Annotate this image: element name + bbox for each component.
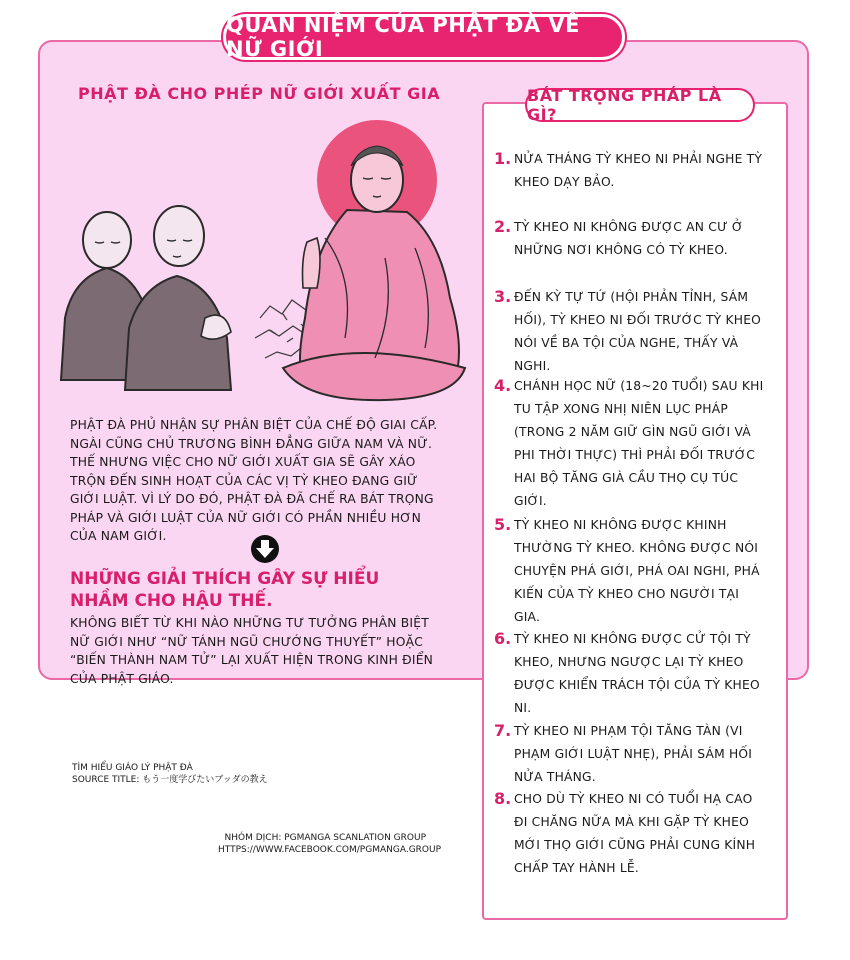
source-title-label: SOURCE TITLE: (72, 775, 140, 785)
rule-text: NỬA THÁNG TỲ KHEO NI PHẢI NGHE TỲ KHEO DẠY BẢO. (514, 152, 763, 189)
rule-item-8 (494, 788, 764, 880)
rule-item-7 (494, 720, 764, 789)
paragraph-misunderstanding: KHÔNG BIẾT TỪ KHI NÀO NHỮNG TƯ TƯỞNG PHÂN BIỆT NỮ GIỚI NHƯ “NỮ TÁNH NGŨ CHƯỚNG THUYẾT” HOẶC “BIẾN THÀNH NAM TỬ” LẠI XUẤT HIỆN TRONG KINH ĐIỂN CỦA PHẬT GIÁO. (70, 616, 434, 686)
rule-item-4 (494, 375, 764, 513)
page-title: QUAN NIỆM CỦA PHẬT ĐÀ VỀ NỮ GIỚI (223, 14, 625, 60)
rule-item-1 (494, 148, 764, 194)
rule-item-5 (494, 514, 764, 629)
rule-text: TỲ KHEO NI KHÔNG ĐƯỢC CỬ TỘI TỲ KHEO, NHƯNG NGƯỢC LẠI TỲ KHEO ĐƯỢC KHIỂN TRÁCH TỘI CỦA TỲ KHEO NI. (514, 632, 760, 715)
rule-number: 6. (494, 629, 512, 648)
series-title: TÌM HIỂU GIÁO LÝ PHẬT ĐÀ (72, 763, 193, 773)
rule-text: CHO DÙ TỲ KHEO NI CÓ TUỔI HẠ CAO ĐI CHĂNG NỮA MÀ KHI GẶP TỲ KHEO MỚI THỌ GIỚI CŨNG PHẢI CUNG KÍNH CHẤP TAY HÀNH LỄ. (514, 792, 756, 875)
rule-text: TỲ KHEO NI KHÔNG ĐƯỢC KHINH THƯỜNG TỲ KHEO. KHÔNG ĐƯỢC NÓI CHUYỆN PHÁ GIỚI, PHÁ OAI NGHI, PHÁ KIẾN CỦA TỲ KHEO CHO NGƯỜI TẠI GIA. (514, 518, 760, 624)
buddha-monks-illustration (55, 118, 475, 418)
rule-text: CHÁNH HỌC NỮ (18~20 TUỔI) SAU KHI TU TẬP XONG NHỊ NIÊN LỤC PHÁP (TRONG 2 NĂM GIỮ GÌN NGŨ GIỚI VÀ PHI THỜI THỰC) THÌ PHẢI ĐỐI TRƯỚC HAI BỘ TĂNG GIÀ CẦU THỌ CỤ TÚC GIỚI. (514, 379, 764, 508)
translation-group: NHÓM DỊCH: PGMANGA SCANLATION GROUP (224, 833, 426, 843)
source-credits (72, 762, 268, 786)
rule-number: 5. (494, 515, 512, 534)
rule-text: TỲ KHEO NI KHÔNG ĐƯỢC AN CƯ Ở NHỮNG NƠI KHÔNG CÓ TỲ KHEO. (514, 220, 744, 257)
rule-text: ĐẾN KỲ TỰ TỨ (HỘI PHẢN TỈNH, SÁM HỐI), TỲ KHEO NI ĐỐI TRƯỚC TỲ KHEO NÓI VỀ BA TỘI CỦA NGHE, THẤY VÀ NGHI. (514, 290, 762, 373)
source-title-line (72, 774, 268, 786)
arrow-down-icon (250, 534, 280, 564)
rule-number: 4. (494, 376, 512, 395)
translation-credits (218, 832, 442, 856)
rule-item-6 (494, 628, 764, 720)
section-heading-ordination: PHẬT ĐÀ CHO PHÉP NỮ GIỚI XUẤT GIA (78, 84, 441, 103)
rule-number: 8. (494, 789, 512, 808)
rule-number: 3. (494, 287, 512, 306)
rule-text: TỲ KHEO NI PHẠM TỘI TĂNG TÀN (VI PHẠM GIỚI LUẬT NHẸ), PHẢI SÁM HỐI NỬA THÁNG. (514, 724, 753, 784)
rule-number: 1. (494, 149, 512, 168)
rule-number: 7. (494, 721, 512, 740)
facebook-link[interactable]: HTTPS://WWW.FACEBOOK.COM/PGMANGA.GROUP (218, 845, 442, 855)
rule-number: 2. (494, 217, 512, 236)
rule-item-3 (494, 286, 764, 378)
section-heading-misunderstanding: NHỮNG GIẢI THÍCH GÂY SỰ HIỂU NHẦM CHO HẬU THẾ. (70, 569, 380, 611)
rule-item-2 (494, 216, 764, 262)
source-title-value: もう一度学びたいブッダの教え (142, 775, 268, 785)
paragraph-ordination: PHẬT ĐÀ PHỦ NHẬN SỰ PHÂN BIỆT CỦA CHẾ ĐỘ GIAI CẤP. NGÀI CŨNG CHỦ TRƯƠNG BÌNH ĐẲNG GIỮA NAM VÀ NỮ. THẾ NHƯNG VIỆC CHO NỮ GIỚI XUẤT GIA SẼ GÂY XÁO TRỘN ĐẾN SINH HOẠT CỦA CÁC VỊ TỲ KHEO ĐANG GIỮ GIỚI LUẬT. VÌ LÝ DO ĐÓ, PHẬT ĐÀ ĐÃ CHẾ RA BÁT TRỌNG PHÁP VÀ GIỚI LUẬT CỦA NỮ GIỚI CÓ PHẦN NHIỀU HƠN CỦA NAM GIỚI. (70, 418, 438, 543)
rules-title: BÁT TRỌNG PHÁP LÀ GÌ? (525, 88, 755, 122)
monk-head-left (83, 212, 131, 268)
